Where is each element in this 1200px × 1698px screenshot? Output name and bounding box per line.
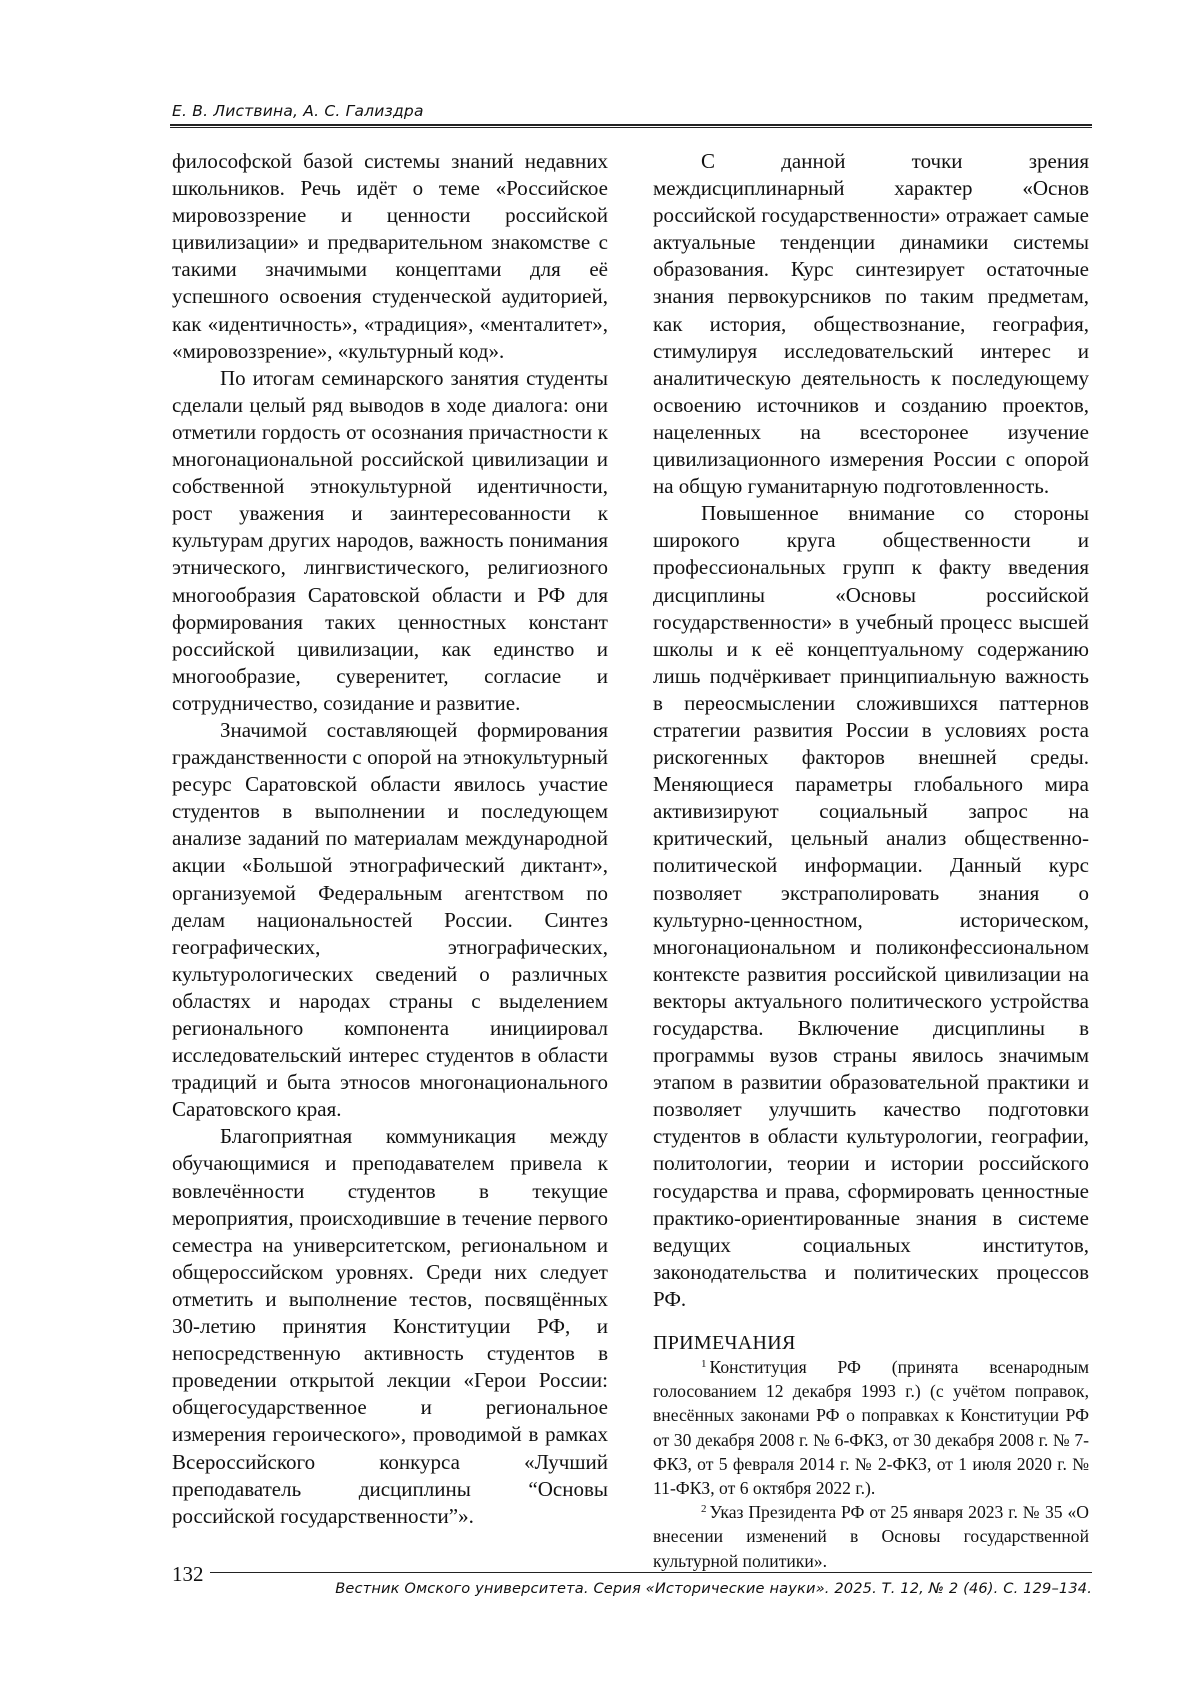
left-paragraph-1: философской базой системы знаний недавних школьников. Речь идёт о теме «Российское мировоззрение и ценности российской цивилизации» и предварительном знакомстве с такими значимыми концептами для её успешного освоения студенческой аудиторией, как «идентичность», «традиция», «менталитет», «мировоззрение», «культурный код». bbox=[172, 149, 608, 363]
right-paragraph-1: С данной точки зрения междисциплинарный характер «Основ российской государственности» отражает самые актуальные тенденции динамики системы образования. Курс синтезирует остаточные знания первокурсников по таким предметам, как история, обществознание, география, стимулируя исследовательский интерес и аналитическую деятельность к последующему освоению источников и созданию проектов, нацеленных на всесторонее изучение цивилизационного измерения России с опорой на общую гуманитарную подготовленность. bbox=[653, 149, 1089, 499]
footnote-2 bbox=[653, 1500, 1089, 1573]
footnote-marker-2: 2 bbox=[701, 1503, 707, 1516]
left-paragraph-3: Значимой составляющей формирования гражданственности с опорой на этнокультурный ресурс Саратовской области явилось участие студентов в выполнении и последующем анализе заданий по материалам международной акции «Большой этнографический диктант», организуемой Федеральным агентством по делам национальностей России. Синтез географических, этнографических, культурологических сведений о различных областях и народах страны с выделением регионального компонента инициировал исследовательский интерес студентов в области традиций и быта этносов многонационального Саратовского края. bbox=[172, 717, 608, 1122]
right-column bbox=[653, 148, 1089, 1573]
footnote-1 bbox=[653, 1355, 1089, 1500]
page-number: 132 bbox=[172, 1562, 204, 1586]
running-header-authors: Е. В. Листвина, А. С. Гализдра bbox=[172, 102, 424, 120]
footnote-text-1: Конституция РФ (принята всенародным голосованием 12 декабря 1993 г.) (с учётом поправок, внесённых законами РФ о поправках к Конституции РФ от 30 декабря 2008 г. № 6-ФКЗ, от 30 декабря 2008 г. № 7-ФКЗ, от 5 февраля 2014 г. № 2-ФКЗ, от 1 июля 2020 г. № 11-ФКЗ, от 6 октября 2022 г.). bbox=[653, 1357, 1089, 1499]
notes-heading: ПРИМЕЧАНИЯ bbox=[653, 1332, 796, 1355]
header-rule bbox=[170, 124, 1092, 128]
journal-citation: Вестник Омского университета. Серия «Исторические науки». 2025. Т. 12, № 2 (46). С. 129–134. bbox=[335, 1580, 1092, 1597]
footnote-marker-1: 1 bbox=[701, 1358, 707, 1371]
right-paragraph-2: Повышенное внимание со стороны широкого круга общественности и профессиональных групп к факту введения дисциплины «Основы российской государственности» в учебный процесс высшей школы и к её концептуальному содержанию лишь подчёркивает принципиальную важность в переосмыслении сложившихся паттернов стратегии развития России в условиях роста рискогенных факторов внешней среды. Меняющиеся параметры глобального мира активизируют социальный запрос на критический, цельный анализ общественно-политической информации. Данный курс позволяет экстраполировать знания о культурно-ценностном, историческом, многонациональном и поликонфессиональном контексте развития российской цивилизации на векторы актуального политического устройства государства. Включение дисциплины в программы вузов страны явилось значимым этапом в развитии образовательной практики и позволяет улучшить качество подготовки студентов в области культурологии, географии, политологии, теории и истории российского государства и права, сформировать ценностные практико-ориентированные знания в системе ведущих социальных институтов, законодательства и политических процессов РФ. bbox=[653, 501, 1089, 1311]
footnote-text-2: Указ Президента РФ от 25 января 2023 г. № 35 «О внесении изменений в Основы государственной культурной политики». bbox=[653, 1502, 1089, 1571]
left-paragraph-4: Благоприятная коммуникация между обучающимися и преподавателем привела к вовлечённости студентов в текущие мероприятия, происходившие в течение первого семестра на университетском, региональном и общероссийском уровнях. Среди них следует отметить и выполнение тестов, посвящённых 30-летию принятия Конституции РФ, и непосредственную активность студентов в проведении открытой лекции «Герои России: общегосударственное и региональное измерения героического», проводимой в рамках Всероссийского конкурса «Лучший преподаватель дисциплины “Основы российской государственности”». bbox=[172, 1124, 608, 1528]
footer-rule bbox=[210, 1572, 1092, 1573]
left-column bbox=[172, 148, 608, 1530]
left-paragraph-2: По итогам семинарского занятия студенты сделали целый ряд выводов в ходе диалога: они отметили гордость от осознания причастности к многонациональной российской цивилизации и собственной этнокультурной идентичности, рост уважения и заинтересованности к культурам других народов, важность понимания этнического, лингвистического, религиозного многообразия Саратовской области и РФ для формирования таких ценностных констант российской цивилизации, как единство и многообразие, суверенитет, согласие и сотрудничество, созидание и развитие. bbox=[172, 365, 608, 715]
